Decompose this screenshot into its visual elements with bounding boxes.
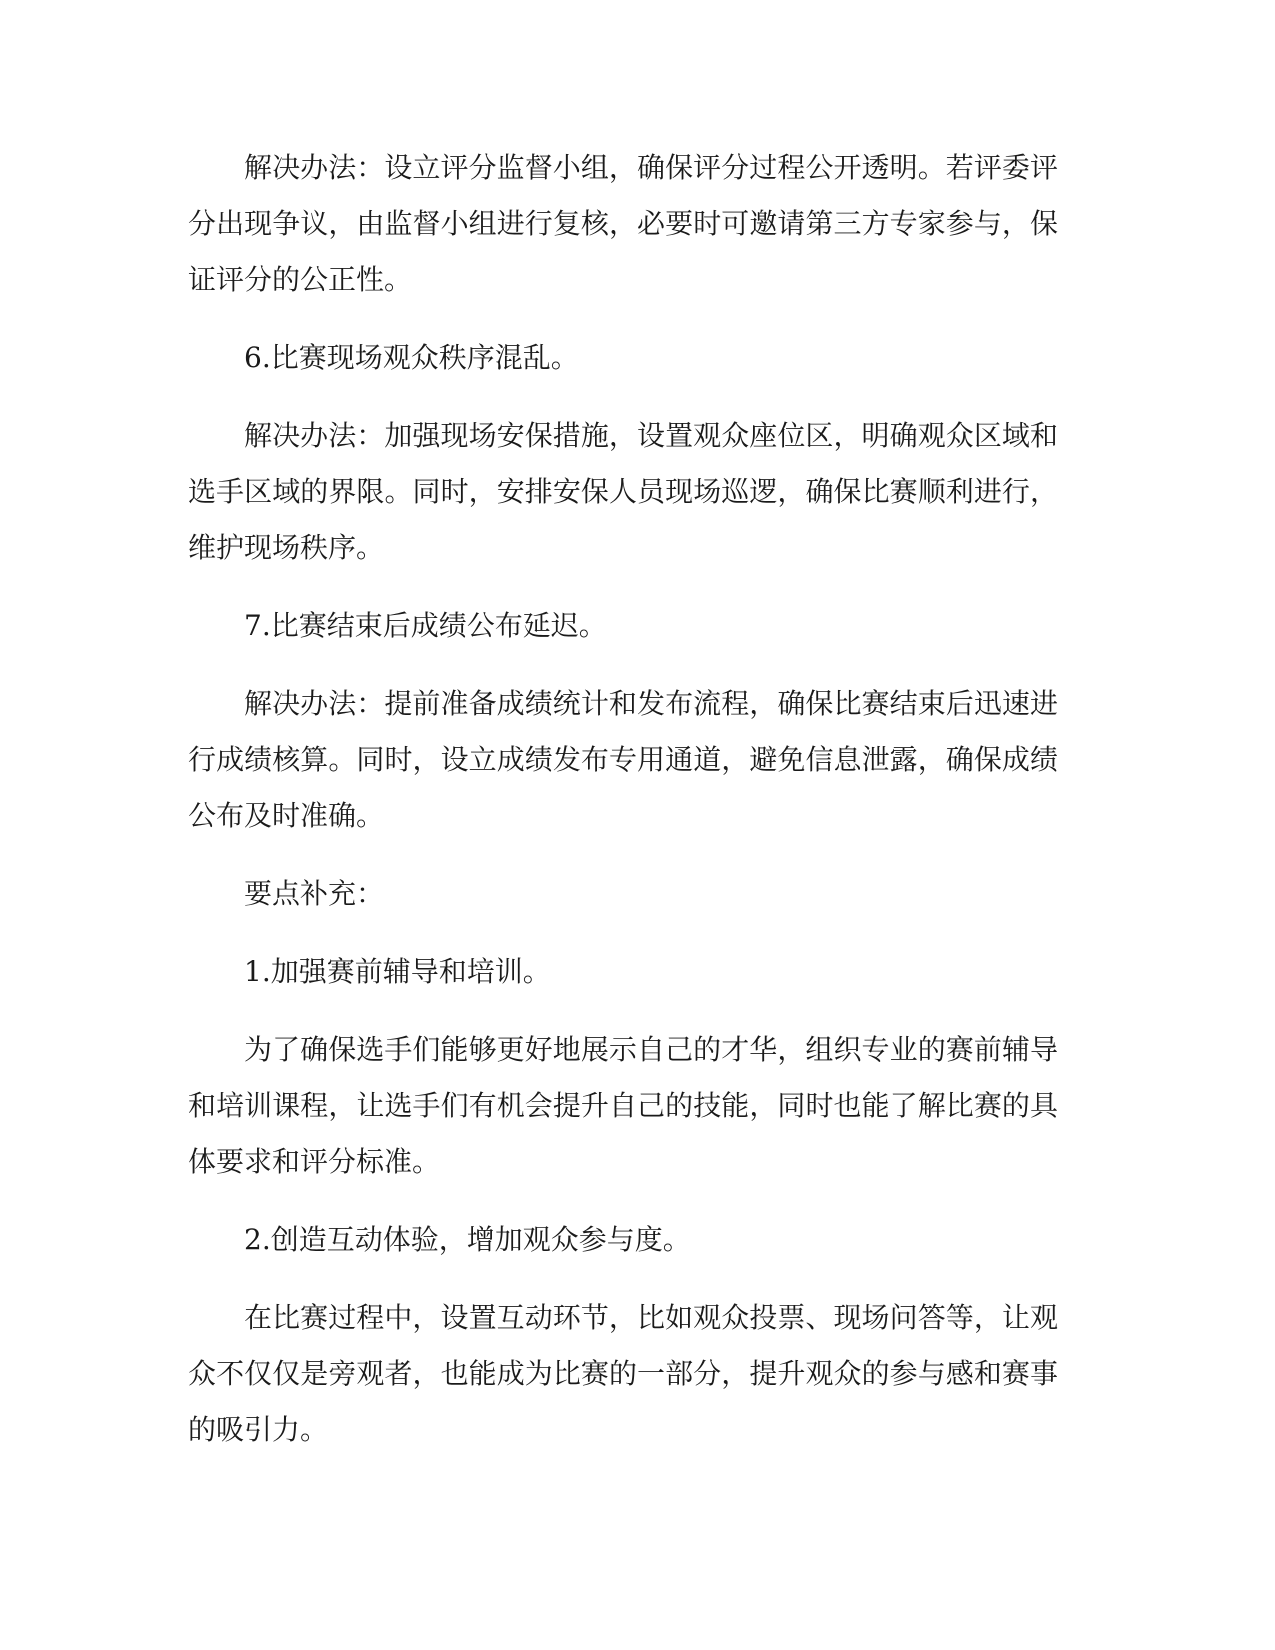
- paragraph-interaction: 在比赛过程中，设置互动环节，比如观众投票、现场问答等，让观众不仅仅是旁观者，也能成为比赛的一部分，提升观众的参与感和赛事的吸引力。: [188, 1301, 1058, 1446]
- heading-supplement: 要点补充：: [244, 877, 385, 910]
- paragraph-training: 为了确保选手们能够更好地展示自己的才华，组织专业的赛前辅导和培训课程，让选手们有机会提升自己的技能，同时也能了解比赛的具体要求和评分标准。: [188, 1033, 1058, 1178]
- heading-supplement-1: 1.加强赛前辅导和培训。: [244, 955, 551, 988]
- heading-supplement-2: 2.创造互动体验，增加观众参与度。: [244, 1223, 691, 1256]
- document-body: [188, 140, 1058, 1480]
- heading-item-6: 6.比赛现场观众秩序混乱。: [244, 341, 579, 374]
- paragraph-order-solution: 解决办法：加强现场安保措施，设置观众座位区，明确观众区域和选手区域的界限。同时，安排安保人员现场巡逻，确保比赛顺利进行，维护现场秩序。: [188, 419, 1058, 564]
- heading-item-7: 7.比赛结束后成绩公布延迟。: [244, 609, 607, 642]
- paragraph-scoring-solution: 解决办法：设立评分监督小组，确保评分过程公开透明。若评委评分出现争议，由监督小组进行复核，必要时可邀请第三方专家参与，保证评分的公正性。: [188, 151, 1058, 296]
- paragraph-results-solution: 解决办法：提前准备成绩统计和发布流程，确保比赛结束后迅速进行成绩核算。同时，设立成绩发布专用通道，避免信息泄露，确保成绩公布及时准确。: [188, 687, 1058, 832]
